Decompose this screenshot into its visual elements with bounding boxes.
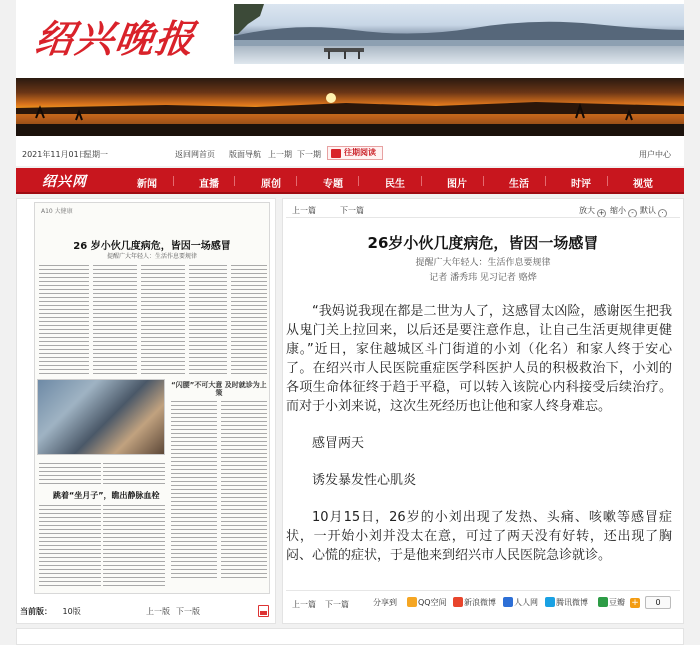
- nav-divider: [296, 176, 297, 186]
- share-renren[interactable]: [503, 597, 538, 608]
- prev-issue-link[interactable]: 上一期: [268, 150, 292, 159]
- nav-divider: [607, 176, 608, 186]
- zoom-in-icon: +: [598, 209, 605, 217]
- weibo-icon: [453, 597, 463, 607]
- article-fade: [286, 568, 680, 586]
- article-paragraph: “我妈说我现在都是二世为人了，这感冒太凶险，感谢医生把我从鬼门关上拉回来，以后还是要注意作息，让自己生活更规律更健康。”近日，家住越城区斗门街道的小刘（化名）和家人终于安心了。在绍兴市人民医院重症医学科医护人员的积极救治下，小刘的各项生命体征终于趋于平稳，可以转入该院心内科接受后续治疗。而对于小刘来说，这次生死经历也让他和家人终身难忘。: [286, 304, 672, 414]
- text-column: [221, 399, 267, 579]
- nav-divider: [358, 176, 359, 186]
- article-body: [286, 302, 672, 582]
- current-page-label: 当前版：: [20, 607, 52, 616]
- paragraph-gap: [286, 490, 672, 508]
- page-photo: [37, 379, 165, 455]
- article-subheading: 诱发暴发性心肌炎: [312, 473, 417, 488]
- share-tencent-weibo[interactable]: [545, 597, 588, 608]
- article-subheading: 感冒两天: [312, 436, 365, 451]
- calendar-icon: [331, 149, 341, 158]
- share-douban[interactable]: [598, 597, 625, 608]
- page-footer: [16, 628, 684, 645]
- share-renren-label: 人人网: [514, 598, 538, 607]
- nav-divider: [421, 176, 422, 186]
- prev-article-link[interactable]: 上一篇: [292, 206, 316, 215]
- douban-icon: [598, 597, 608, 607]
- page-third-headline[interactable]: “闪腰”不可大意 及时就诊为上策: [171, 381, 267, 397]
- text-column: [39, 461, 101, 487]
- next-article-link[interactable]: 下一篇: [340, 206, 364, 215]
- nav-divider: [545, 176, 546, 186]
- article-paragraph: 10月15日，26岁的小刘出现了发热、头痛、咳嗽等感冒症状，一开始小刘并没太在意，可过了两天没有好转，还出现了胸闷、心慌的症状，于是他来到绍兴市人民医院急诊就诊。: [286, 510, 672, 563]
- page-headline[interactable]: 26 岁小伙几度病危，皆因一场感冒: [73, 241, 231, 252]
- layout-nav-link[interactable]: 版面导航: [229, 150, 261, 159]
- zoom-in-label: 放大: [579, 206, 595, 215]
- issue-weekday: 星期一: [84, 150, 108, 159]
- nav-item-original[interactable]: 原创: [261, 179, 281, 190]
- nav-item-life[interactable]: 生活: [509, 179, 529, 190]
- text-column: [103, 461, 165, 487]
- main-nav: [16, 168, 684, 194]
- divider: [286, 217, 680, 218]
- share-label: 分享到: [373, 598, 397, 607]
- zoom-default-icon: ·: [658, 209, 667, 218]
- text-column: [93, 263, 137, 375]
- newspaper-page-thumbnail[interactable]: [34, 202, 270, 594]
- paragraph-gap: [286, 453, 672, 471]
- text-column: [39, 263, 89, 375]
- share-more[interactable]: [630, 596, 641, 608]
- divider: [286, 590, 680, 591]
- page-header: A10 大健康: [41, 208, 73, 215]
- tencent-weibo-icon: [545, 597, 555, 607]
- site-brand[interactable]: 绍兴网: [42, 174, 87, 190]
- pdf-download-icon[interactable]: [258, 605, 269, 617]
- next-page-link[interactable]: 下一版: [176, 607, 200, 616]
- share-qzone-label: QQ空间: [418, 598, 447, 607]
- next-issue-link[interactable]: 下一期: [297, 150, 321, 159]
- nav-item-news[interactable]: 新闻: [137, 179, 157, 190]
- nav-item-commentary[interactable]: 时评: [571, 179, 591, 190]
- zoom-out-icon: -: [628, 209, 637, 218]
- share-douban-label: 豆瓣: [609, 598, 625, 607]
- prev-page-link[interactable]: 上一版: [146, 607, 170, 616]
- text-column: [103, 503, 165, 589]
- plus-icon: +: [631, 598, 639, 608]
- renren-icon: [503, 597, 513, 607]
- bottom-prev-article-link[interactable]: 上一篇: [292, 600, 316, 609]
- paragraph-gap: [286, 416, 672, 434]
- nav-divider: [234, 176, 235, 186]
- text-column: [141, 263, 185, 375]
- qzone-icon: [407, 597, 417, 607]
- nav-item-live[interactable]: 直播: [199, 179, 219, 190]
- nav-item-visual[interactable]: 视觉: [633, 179, 653, 190]
- text-column: [189, 263, 227, 375]
- text-column: [39, 503, 101, 589]
- text-column: [231, 263, 267, 375]
- share-weibo[interactable]: [453, 597, 496, 608]
- zoom-out-label: 缩小: [610, 206, 626, 215]
- newspaper-logo[interactable]: 绍兴晚报: [32, 16, 199, 61]
- user-center-link[interactable]: 用户中心: [639, 150, 671, 159]
- share-qzone[interactable]: [407, 597, 447, 608]
- current-page-indicator: [20, 606, 81, 617]
- bottom-next-article-link[interactable]: 下一篇: [325, 600, 349, 609]
- zoom-default-label: 默认: [640, 206, 656, 215]
- nav-item-photos[interactable]: 图片: [447, 179, 467, 190]
- share-tencent-label: 腾讯微博: [556, 598, 588, 607]
- home-link[interactable]: 返回网首页: [175, 150, 215, 159]
- page-subheadline: 提醒广大年轻人：生活作息要规律: [106, 253, 197, 260]
- past-issues-label: 往期阅读: [344, 148, 376, 157]
- nav-divider: [483, 176, 484, 186]
- issue-date: 2021年11月01日: [22, 150, 87, 159]
- text-column: [171, 399, 217, 579]
- share-weibo-label: 新浪微博: [464, 598, 496, 607]
- share-count: 0: [645, 596, 671, 609]
- banner-photo-sunset: [16, 78, 684, 136]
- banner-photo-lake: [234, 4, 684, 64]
- current-page-value: 10版: [62, 607, 81, 616]
- article-subtitle: 提醒广大年轻人：生活作息要规律: [415, 258, 551, 268]
- nav-item-topics[interactable]: 专题: [323, 179, 343, 190]
- article-byline: 记者 潘秀玮 见习记者 赂烨: [429, 273, 537, 283]
- nav-item-livelihood[interactable]: 民生: [385, 179, 405, 190]
- page-second-headline[interactable]: 跳着“坐月子”，瞧出静脉血栓: [53, 491, 160, 500]
- nav-divider: [173, 176, 174, 186]
- past-issues-button[interactable]: [327, 146, 383, 160]
- article-title: 26岁小伙几度病危，皆因一场感冒: [367, 234, 599, 252]
